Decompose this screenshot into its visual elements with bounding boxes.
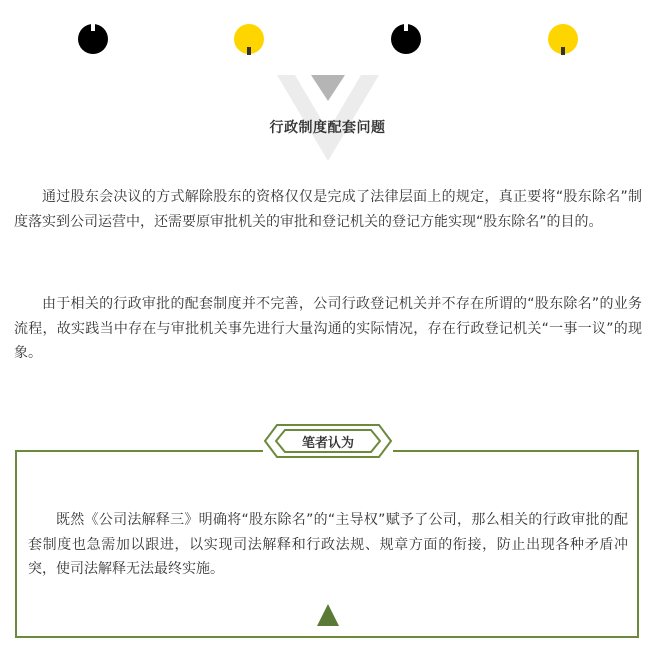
triangle-marker-icon bbox=[317, 604, 339, 626]
opinion-text: 既然《公司法解释三》明确将“股东除名”的“主导权”赋予了公司，那么相关的行政审批的配套制度也急需加以跟进，以实现司法解释和行政法规、规章方面的衔接，防止出现各种矛盾冲突，使司法解释无法最终实施。 bbox=[28, 512, 628, 577]
opinion-label-badge bbox=[263, 423, 393, 459]
opinion-label: 笔者认为 bbox=[301, 436, 354, 451]
paragraph-1: 通过股东会决议的方式解除股东的资格仅仅是完成了法律层面上的规定，真正要将“股东除名”制度落实到公司运营中，还需要原审批机关的审批和登记机关的登记方能实现“股东除名”的目的。 bbox=[14, 189, 642, 230]
black-dot-icon bbox=[78, 24, 108, 54]
decorative-dots-row bbox=[0, 24, 655, 58]
section-title: 行政制度配套问题 bbox=[269, 120, 386, 136]
black-dot-icon bbox=[391, 24, 421, 54]
section-header bbox=[0, 75, 655, 165]
yellow-dot-icon bbox=[234, 24, 264, 54]
yellow-dot-icon bbox=[548, 24, 578, 54]
paragraph-2: 由于相关的行政审批的配套制度并不完善，公司行政登记机关并不存在所谓的“股东除名”的业务流程，故实践当中存在与审批机关事先进行大量沟通的实际情况，存在行政登记机关“一事一议”的现象。 bbox=[14, 296, 642, 361]
